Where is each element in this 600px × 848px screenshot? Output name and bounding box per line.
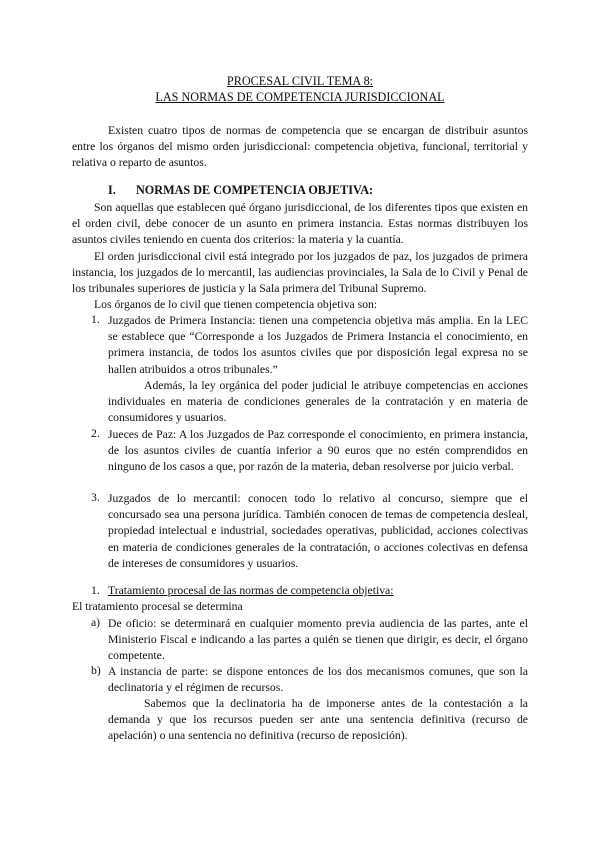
subsection-heading: Tratamiento procesal de las normas de competencia objetiva: bbox=[108, 584, 394, 597]
subsection-number: 1. bbox=[91, 584, 100, 597]
intro-paragraph: Existen cuatro tipos de normas de competencia que se encargan de distribuir asuntos entre los órganos del mismo orden jurisdiccional: competencia objetiva, funcional, territorial y relativa o reparto de asuntos. bbox=[72, 124, 528, 170]
list-item-text: De oficio: se determinará en cualquier momento previa audiencia de las partes, ante el Ministerio Fiscal e indicando a las partes a quién se tienen que dirigir, es decir, el órgano competente. bbox=[108, 617, 528, 663]
list-item-continuation: Sabemos que la declinatoria ha de imponerse antes de la contestación a la demanda y que los recursos pueden ser ante una sentencia definitiva (recurso de apelación) o una sentencia no definitiva (recurso de reposición). bbox=[108, 697, 528, 743]
section-1-heading: NORMAS DE COMPETENCIA OBJETIVA: bbox=[136, 183, 374, 197]
list-item-number: 2. bbox=[91, 427, 100, 440]
list-item-number: 3. bbox=[91, 491, 100, 504]
list-item-number: b) bbox=[91, 664, 101, 677]
list-item-text: Juzgados de Primera Instancia: tienen una competencia objetiva más amplia. En la LEC se establece que “Corresponde a los Juzgados de Primera Instancia el conocimiento, en primera instancia, de todos los asuntos civiles que por disposición legal expresa no se hallen atribuidos a otros tribunales.” bbox=[108, 314, 528, 376]
subsection-lead: El tratamiento procesal se determina bbox=[72, 600, 243, 613]
section-1-paragraph-3: Los órganos de lo civil que tienen competencia objetiva son: bbox=[94, 298, 378, 311]
list-item-continuation: Además, la ley orgánica del poder judicial le atribuye competencias en acciones individuales en materia de condiciones generales de la contratación y en materia de consumidores y usuarios. bbox=[108, 379, 528, 425]
list-item-number: 1. bbox=[91, 313, 100, 326]
list-item-text: A instancia de parte: se dispone entonces de los dos mecanismos comunes, que son la declinatoria y el régimen de recursos. bbox=[108, 665, 528, 695]
list-item-text: Jueces de Paz: A los Juzgados de Paz corresponde el conocimiento, en primera instancia, de los asuntos civiles de cuantía inferior a 90 euros que no estén comprendidos en ninguno de los casos a que, por razón de la materia, deban resolverse por juicio verbal. bbox=[108, 428, 528, 474]
section-1-number: I. bbox=[108, 183, 116, 197]
section-1-paragraph-2: El orden jurisdiccional civil está integrado por los juzgados de paz, los juzgados de primera instancia, los juzgados de lo mercantil, las audiencias provinciales, la Sala de lo Civil y Penal de los tribunales superiores de justicia y la Sala primera del Tribunal Supremo. bbox=[72, 250, 528, 296]
section-1-paragraph-1: Son aquellas que establecen qué órgano jurisdiccional, de los diferentes tipos que existen en el orden civil, debe conocer de un asunto en primera instancia. Estas normas distribuyen los asuntos civiles teniendo en cuenta dos criterios: la materia y la cuantía. bbox=[72, 201, 528, 247]
document-title-line2: LAS NORMAS DE COMPETENCIA JURISDICCIONAL bbox=[155, 90, 445, 104]
document-title-line1: PROCESAL CIVIL TEMA 8: bbox=[226, 74, 374, 88]
list-item-text: Juzgados de lo mercantil: conocen todo lo relativo al concurso, siempre que el concursado sea una persona jurídica. También conocen de temas de competencia desleal, propiedad intelectual e industrial, sociedades operativas, publicidad, acciones colectivas en materia de condiciones generales de la contratación, o acciones colectivas en defensa de intereses de consumidores y usuarios. bbox=[108, 492, 528, 570]
list-item-number: a) bbox=[91, 616, 101, 629]
